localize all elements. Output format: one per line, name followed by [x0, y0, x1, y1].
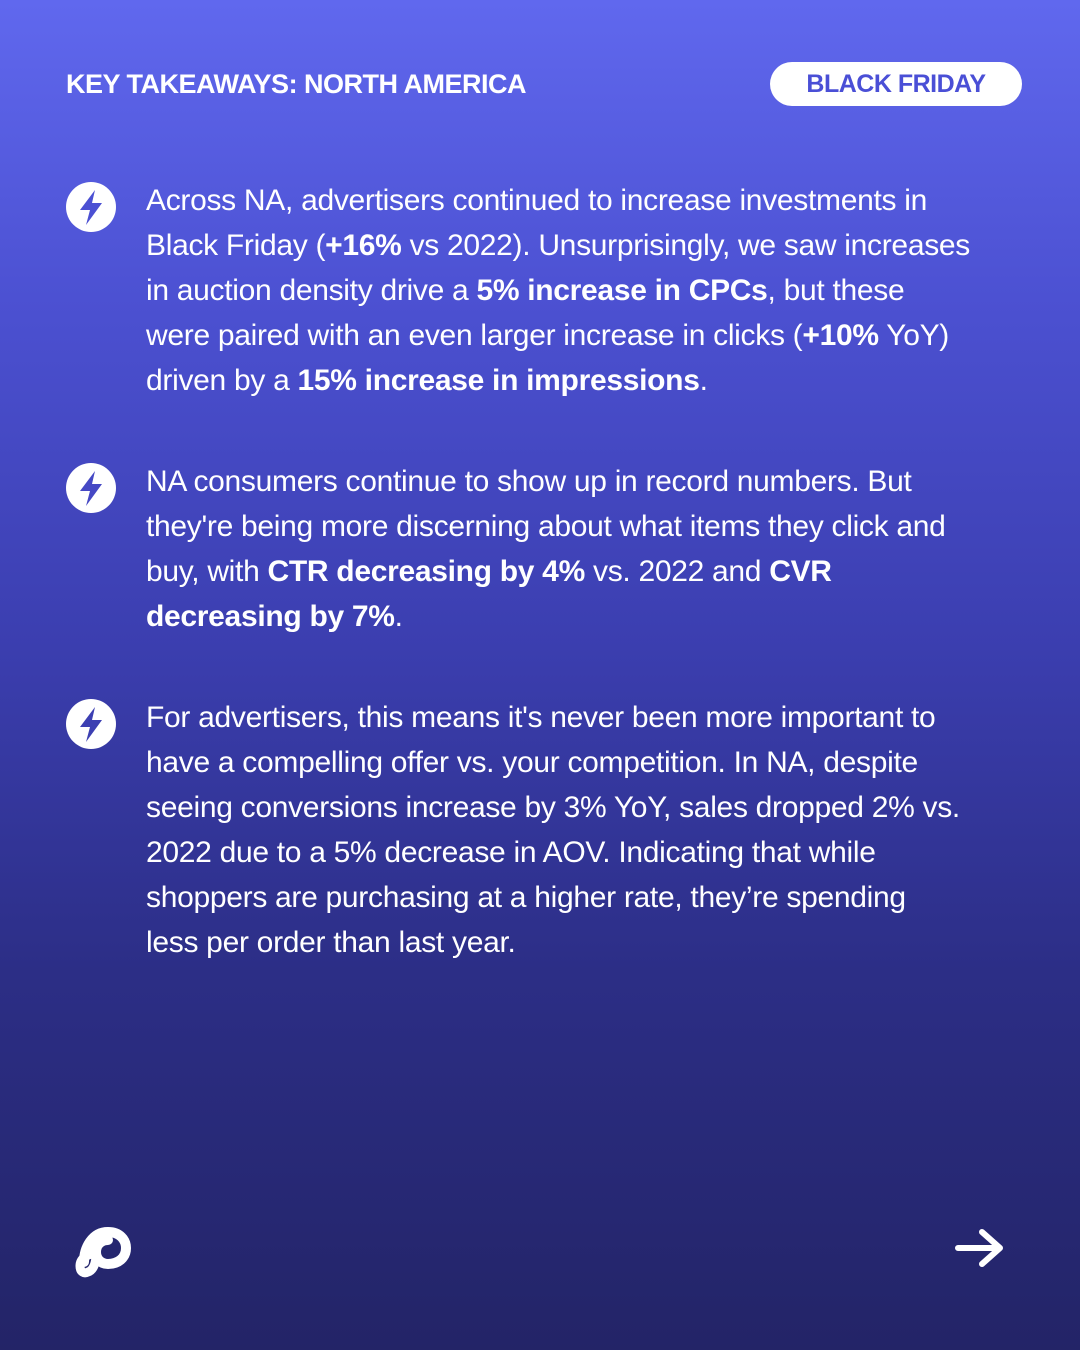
text-segment: .	[394, 600, 403, 633]
text-segment: .	[699, 364, 708, 397]
highlighted-stat: CTR decreasing by 4%	[267, 555, 585, 588]
text-segment: Across NA, advertisers continued to increase investments in Black Friday (	[146, 184, 927, 262]
highlighted-stat: +10%	[802, 319, 879, 352]
text-segment: vs 2022). Unsurprisingly, we saw increases in auction density drive a	[146, 229, 970, 307]
highlighted-stat: +16%	[325, 229, 402, 262]
takeaway-item	[66, 695, 1026, 965]
text-segment: , but these were paired with an even larger increase in clicks (	[146, 274, 905, 352]
takeaway-item	[66, 178, 1026, 403]
text-segment: YoY) driven by a	[146, 319, 949, 397]
badge-label: BLACK FRIDAY	[806, 70, 986, 98]
lightning-bolt-icon	[66, 182, 116, 232]
text-segment: vs. 2022 and	[584, 555, 770, 588]
highlighted-stat: CVR decreasing by 7%	[146, 555, 832, 633]
takeaway-text	[146, 695, 1026, 965]
takeaway-text	[146, 178, 1026, 403]
page-title: KEY TAKEAWAYS: NORTH AMERICA	[66, 69, 527, 99]
takeaway-text	[146, 459, 1026, 639]
takeaway-item	[66, 459, 1026, 639]
text-segment: NA consumers continue to show up in record numbers. But they're being more discerning about what items they click and buy, with	[146, 465, 946, 588]
text-segment: For advertisers, this means it's never been more important to have a compelling offer vs. your competition. In NA, despite seeing conversions increase by 3% YoY, sales dropped 2% vs. 2022 due to a 5% decrease in AOV. Indicating that while shoppers are purchasing at a higher rate, they’re spending less per order than last year.	[146, 701, 960, 959]
highlighted-stat: 15% increase in impressions	[297, 364, 700, 397]
lightning-bolt-icon	[66, 699, 116, 749]
arrow-right-icon[interactable]	[954, 1226, 1006, 1270]
lightning-bolt-icon	[66, 463, 116, 513]
brand-logo-icon	[70, 1218, 134, 1280]
highlighted-stat: 5% increase in CPCs	[476, 274, 768, 307]
header	[66, 62, 1022, 106]
black-friday-badge	[770, 62, 1022, 106]
